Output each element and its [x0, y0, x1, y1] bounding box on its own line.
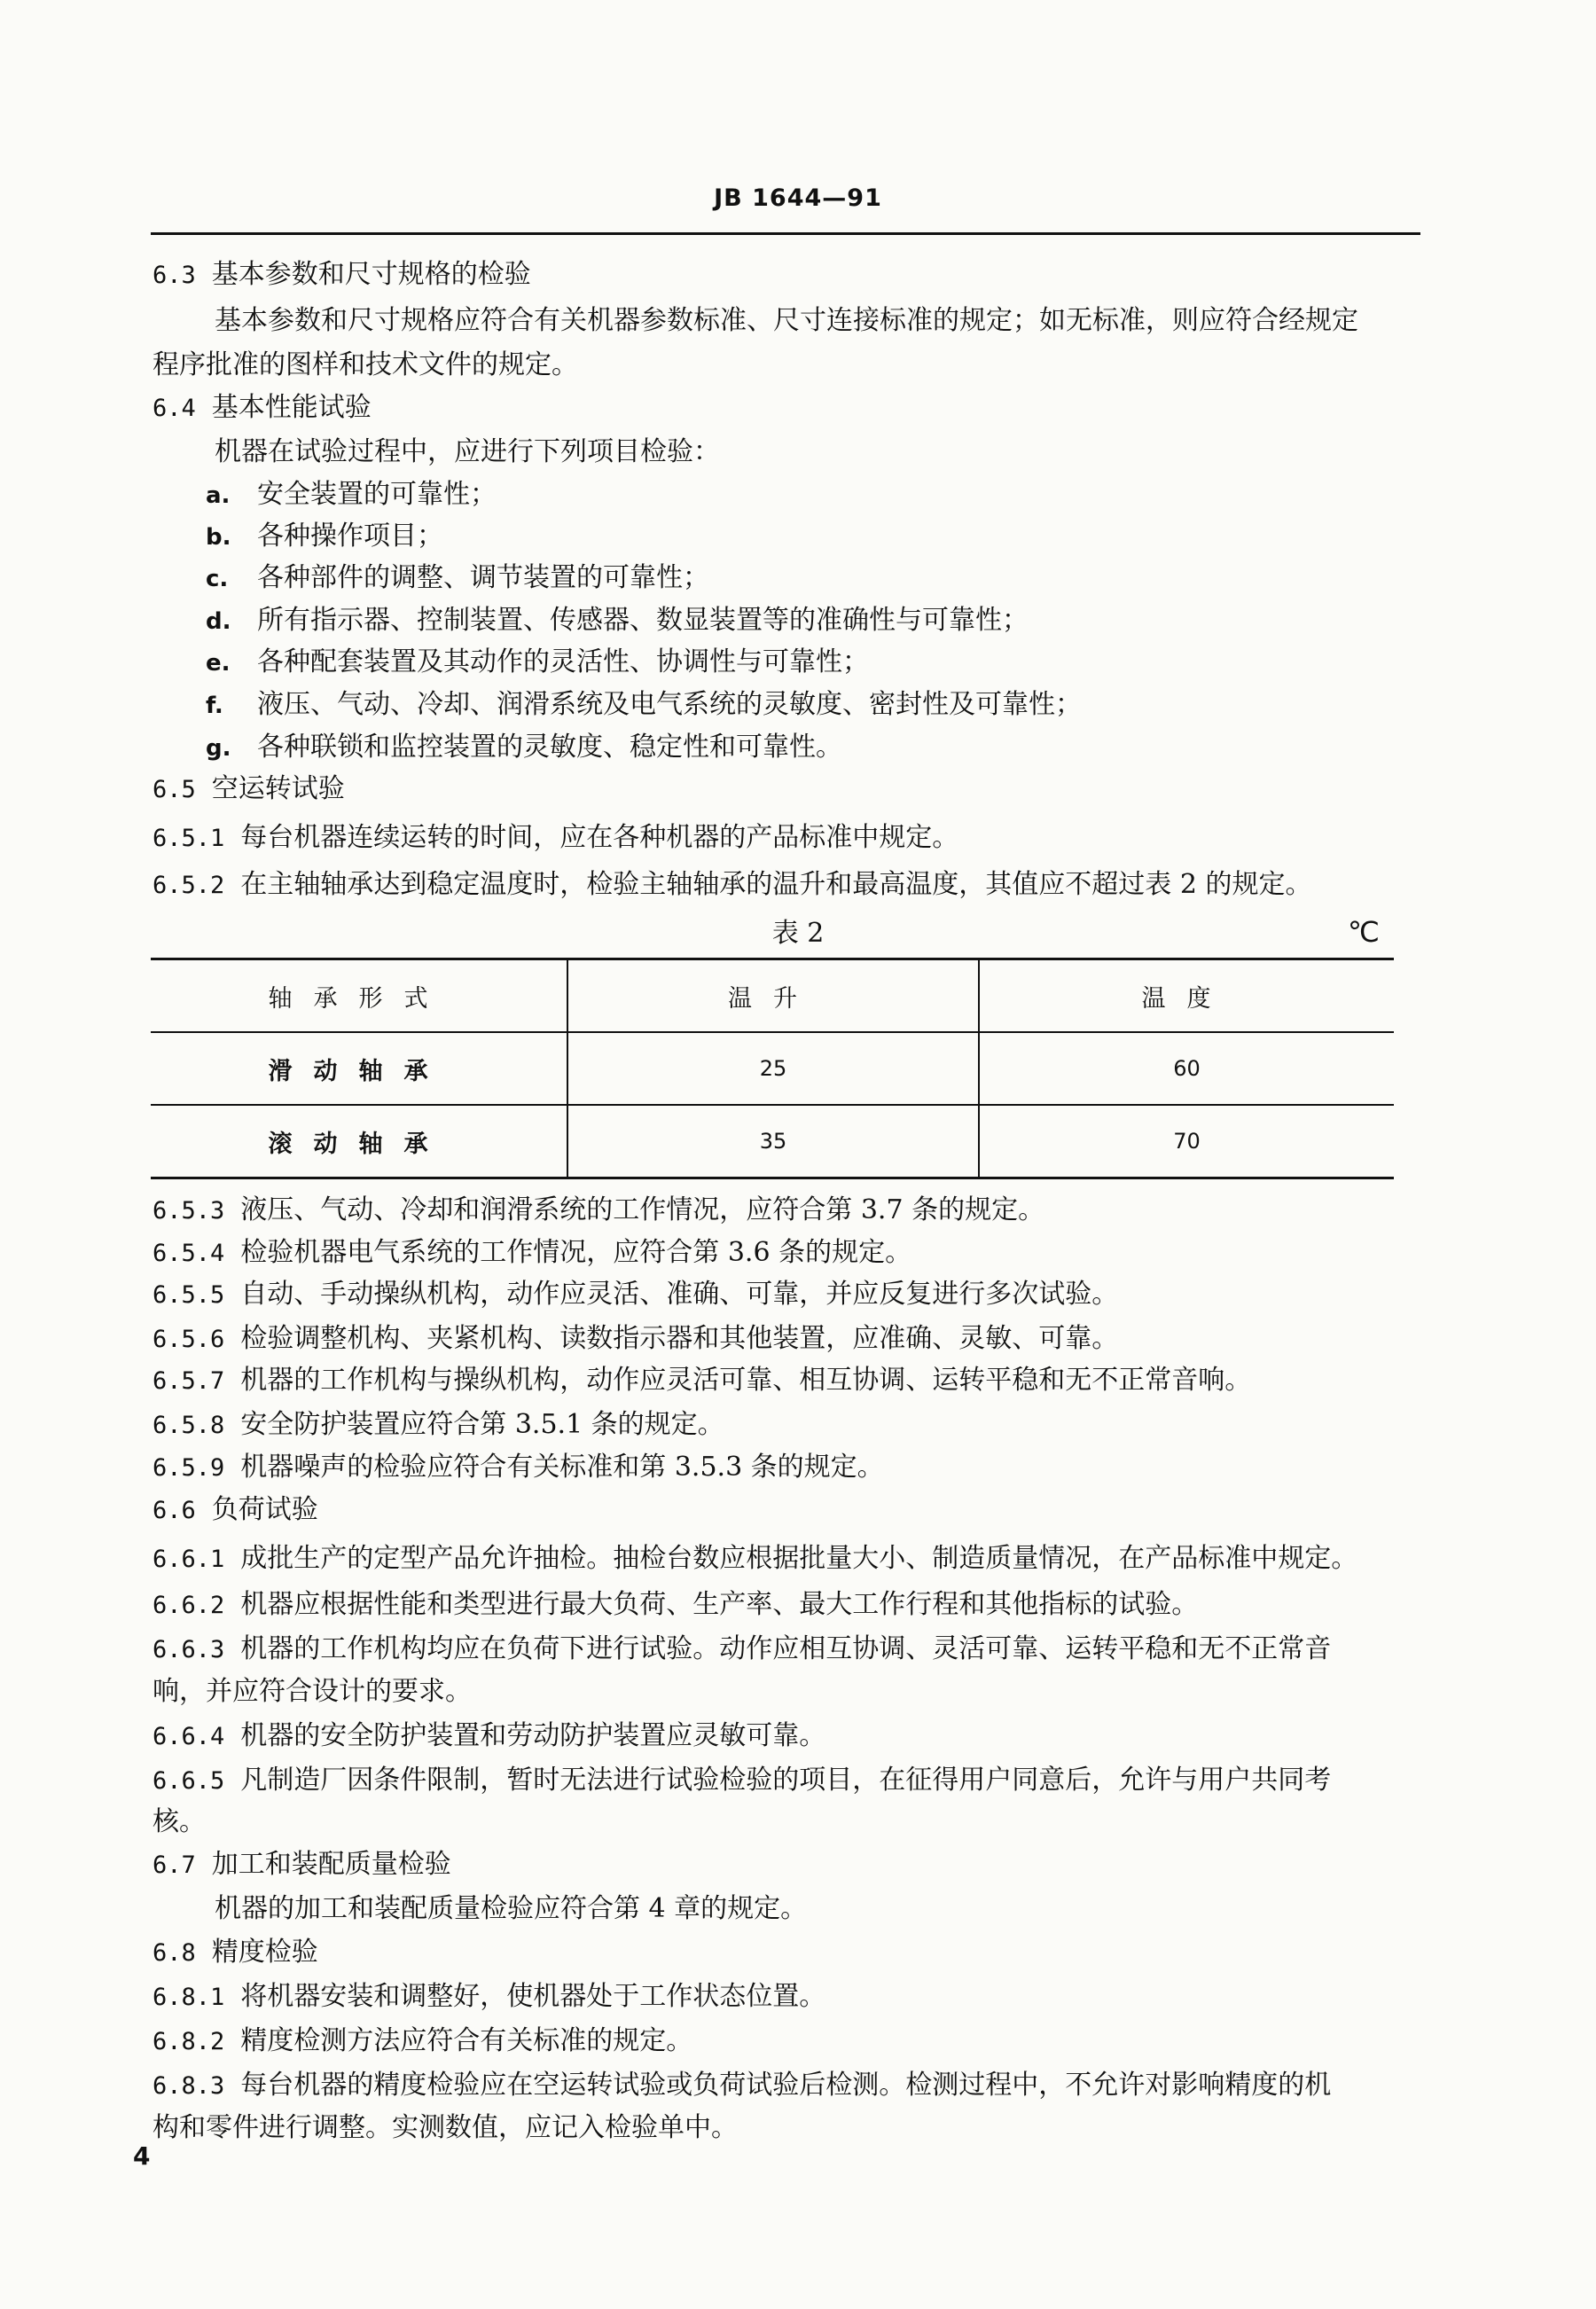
paragraph-line: 响，并应符合设计的要求。: [153, 1676, 472, 1707]
document-header: JB 1644—91: [714, 184, 882, 212]
clause-6-6-3: 6.6.3 机器的工作机构均应在负荷下进行试验。动作应相互协调、灵活可靠、运转平稳和无不正常音: [153, 1633, 1332, 1664]
header-rule: [151, 232, 1420, 235]
clause-6-5-7: 6.5.7 机器的工作机构与操纵机构，动作应灵活可靠、相互协调、运转平稳和无不正常音响。: [153, 1365, 1252, 1396]
clause-6-8-3: 6.8.3 每台机器的精度检验应在空运转试验或负荷试验后检测。检测过程中，不允许对影响精度的机: [153, 2070, 1332, 2101]
table-cell: 25: [567, 1032, 979, 1105]
list-item-d: d. 所有指示器、控制装置、传感器、数显装置等的准确性与可靠性；: [206, 605, 1029, 636]
clause-6-5-9: 6.5.9 机器噪声的检验应符合有关标准和第 3.5.3 条的规定。: [153, 1452, 884, 1483]
heading-6-4: 6.4 基本性能试验: [153, 392, 372, 423]
table-cell: 滚动轴承: [151, 1105, 567, 1178]
heading-6-5: 6.5 空运转试验: [153, 773, 345, 804]
paragraph-line: 程序批准的图样和技术文件的规定。: [153, 349, 578, 380]
bearing-temperature-table: [151, 958, 1394, 1179]
heading-6-7: 6.7 加工和装配质量检验: [153, 1849, 451, 1880]
clause-6-5-8: 6.5.8 安全防护装置应符合第 3.5.1 条的规定。: [153, 1409, 724, 1440]
clause-6-8-1: 6.8.1 将机器安装和调整好，使机器处于工作状态位置。: [153, 1981, 826, 2012]
paragraph-line: 机器的加工和装配质量检验应符合第 4 章的规定。: [215, 1893, 808, 1924]
heading-6-6: 6.6 负荷试验: [153, 1494, 318, 1525]
table-cell: 60: [979, 1032, 1394, 1105]
paragraph-line: 机器在试验过程中，应进行下列项目检验：: [215, 436, 720, 467]
clause-6-5-2: 6.5.2 在主轴轴承达到稳定温度时，检验主轴轴承的温升和最高温度，其值应不超过表 2 的规定。: [153, 869, 1312, 900]
table-title: 表 2: [771, 918, 825, 949]
list-item-b: b. 各种操作项目；: [206, 521, 443, 552]
list-item-e: e. 各种配套装置及其动作的灵活性、协调性与可靠性；: [206, 646, 869, 677]
paragraph-line: 构和零件进行调整。实测数值，应记入检验单中。: [153, 2112, 738, 2143]
list-item-c: c. 各种部件的调整、调节装置的可靠性；: [206, 562, 709, 593]
paragraph-line: 基本参数和尺寸规格应符合有关机器参数标准、尺寸连接标准的规定；如无标准，则应符合经规定: [215, 305, 1358, 336]
clause-6-8-2: 6.8.2 精度检测方法应符合有关标准的规定。: [153, 2025, 693, 2056]
clause-6-6-1: 6.6.1 成批生产的定型产品允许抽检。抽检台数应根据批量大小、制造质量情况，在产品标准中规定。: [153, 1543, 1358, 1574]
table-header-cell: 轴承形式: [151, 959, 567, 1033]
list-item-a: a. 安全装置的可靠性；: [206, 479, 497, 510]
page-number: 4: [133, 2141, 151, 2171]
clause-6-6-5: 6.6.5 凡制造厂因条件限制，暂时无法进行试验检验的项目，在征得用户同意后，允许与用户共同考: [153, 1765, 1332, 1796]
clause-6-5-5: 6.5.5 自动、手动操纵机构，动作应灵活、准确、可靠，并应反复进行多次试验。: [153, 1279, 1119, 1310]
table-row: [151, 1105, 1394, 1178]
unit-label: ℃: [1348, 915, 1380, 949]
list-item-f: f. 液压、气动、冷却、润滑系统及电气系统的灵敏度、密封性及可靠性；: [206, 689, 1082, 720]
table-cell: 35: [567, 1105, 979, 1178]
table-header-cell: 温升: [567, 959, 979, 1033]
clause-6-5-3: 6.5.3 液压、气动、冷却和润滑系统的工作情况，应符合第 3.7 条的规定。: [153, 1194, 1045, 1225]
clause-6-5-1: 6.5.1 每台机器连续运转的时间，应在各种机器的产品标准中规定。: [153, 822, 959, 853]
clause-6-5-4: 6.5.4 检验机器电气系统的工作情况，应符合第 3.6 条的规定。: [153, 1237, 912, 1268]
heading-6-8: 6.8 精度检验: [153, 1937, 318, 1968]
table-header-cell: 温度: [979, 959, 1394, 1033]
clause-6-6-4: 6.6.4 机器的安全防护装置和劳动防护装置应灵敏可靠。: [153, 1720, 826, 1751]
list-item-g: g. 各种联锁和监控装置的灵敏度、稳定性和可靠性。: [206, 732, 842, 763]
paragraph-line: 核。: [153, 1806, 206, 1837]
clause-6-6-2: 6.6.2 机器应根据性能和类型进行最大负荷、生产率、最大工作行程和其他指标的试验。: [153, 1589, 1199, 1620]
clause-6-5-6: 6.5.6 检验调整机构、夹紧机构、读数指示器和其他装置，应准确、灵敏、可靠。: [153, 1323, 1119, 1354]
table-row: [151, 1032, 1394, 1105]
heading-6-3: 6.3 基本参数和尺寸规格的检验: [153, 259, 531, 290]
table-cell: 滑动轴承: [151, 1032, 567, 1105]
table-cell: 70: [979, 1105, 1394, 1178]
